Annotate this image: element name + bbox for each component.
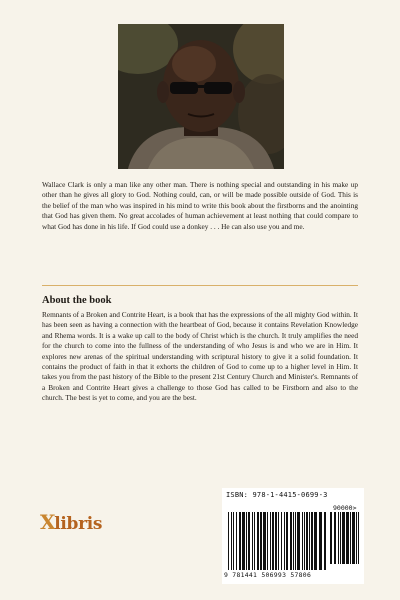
barcode-bar (314, 512, 317, 570)
barcode-bar (231, 512, 232, 570)
barcode-bar (267, 512, 268, 570)
publisher-logo-text: libris (54, 514, 103, 534)
barcode-box (222, 488, 364, 584)
barcode-bar (293, 512, 294, 570)
publisher-logo (40, 510, 102, 534)
barcode-bar (254, 512, 255, 570)
barcode-bar (281, 512, 282, 570)
barcode-bar (340, 512, 341, 564)
barcode-bar (309, 512, 310, 570)
barcode-bar (252, 512, 253, 570)
barcode-bar (239, 512, 241, 570)
barcode-bar (272, 512, 274, 570)
barcode-bar (352, 512, 355, 564)
barcode-addon (330, 512, 360, 564)
barcode-bar (278, 512, 279, 570)
barcode-bar (319, 512, 322, 570)
barcode-bar (233, 512, 234, 570)
barcode-bar (242, 512, 245, 570)
barcode-bar (270, 512, 271, 570)
barcode-bar (284, 512, 285, 570)
barcode-bar (236, 512, 237, 570)
barcode-bar (297, 512, 300, 570)
isbn-text: ISBN: 978-1-4415-0699-3 (226, 491, 328, 499)
barcode-bar (358, 512, 359, 564)
barcode-bar (246, 512, 247, 570)
barcode-bar (330, 512, 332, 564)
barcode-bar (260, 512, 262, 570)
barcode-bar (275, 512, 277, 570)
barcode-digits: 9 781441 506993 57806 (224, 571, 312, 579)
barcode-bar (342, 512, 345, 564)
section-divider (42, 285, 358, 286)
barcode-bar (263, 512, 266, 570)
about-body: Remnants of a Broken and Contrite Heart, is a book that has the expressions of the all mighty God within. It has been seen as having a connection with the heartbeat of God, because it contains Revelation Knowledge and Rhema words. It is a wake up call to the body of Christ which is the church. It truly amplifies the need for the church to come into the fullness of the understanding of who Jesus is and who we are in Him. It explores new arenas of the spiritual understanding with scriptural history to give it a solid foundation. It contains the product of faith in that it exhorts the children of God to come up to a higher level in Him. It takes you from the past history of the Bible to the present 21st Century Church and Minister's. Remnants of a Broken and Contrite Heart gives a challenge to those God has called to be Firstborn and also to the church. The best is yet to come, and you are the best. (42, 310, 358, 403)
barcode-bar (302, 512, 303, 570)
barcode-bar (257, 512, 259, 570)
author-photo (118, 24, 284, 169)
barcode-main (228, 512, 326, 570)
barcode-bar (304, 512, 305, 570)
barcode-bar (311, 512, 313, 570)
barcode-bar (248, 512, 250, 570)
barcode-bar (334, 512, 336, 564)
publisher-logo-x: X (40, 510, 56, 534)
barcode-bar (295, 512, 296, 570)
about-heading: About the book (42, 295, 112, 306)
barcode-bar (356, 512, 357, 564)
barcode-bar (324, 512, 326, 570)
barcode-bar (338, 512, 339, 564)
barcode-bar (286, 512, 288, 570)
barcode-bar (228, 512, 229, 570)
barcode-bar (306, 512, 308, 570)
author-portrait-image (118, 24, 284, 169)
barcode-bar (350, 512, 351, 564)
author-bio: Wallace Clark is only a man like any other man. There is nothing special and outstanding in his make up other than he gives all glory to God. Nothing could, can, or will be made possible outside of God. This is the belief of the man who was inspired in his mind to write this book about the firstborns and the anointing that God has given them. No great accolades of human achievement at least nothing that could compare to what God has done in his life. If God could use a donkey . . . He can also use you and me. (42, 180, 358, 231)
barcode-bar (290, 512, 292, 570)
price-code: 90000> (333, 504, 357, 512)
barcode-bar (346, 512, 349, 564)
